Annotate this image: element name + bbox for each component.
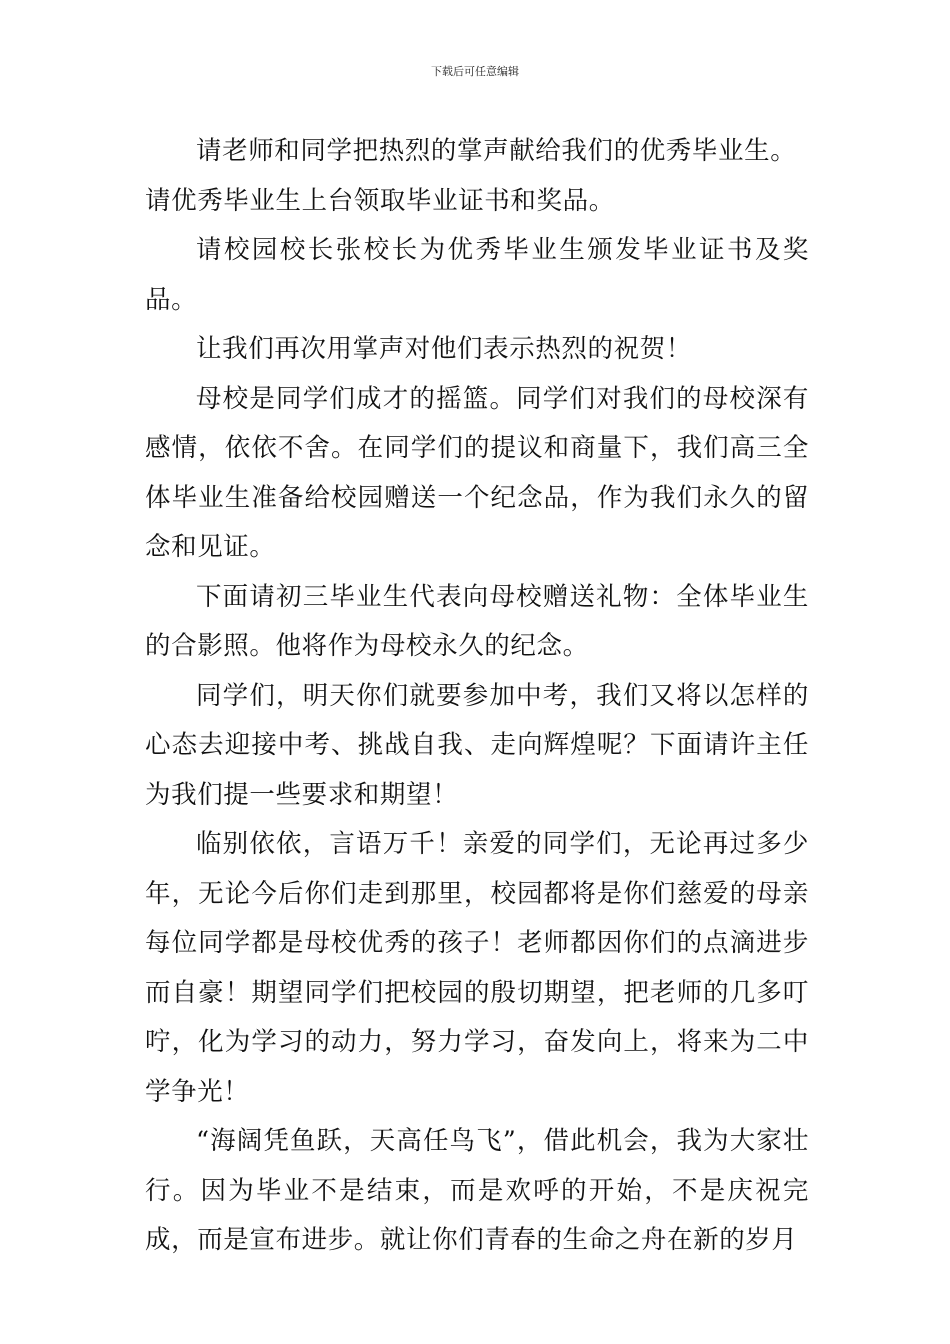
paragraph-8: 临别依依，言语万千！亲爱的同学们，无论再过多少年，无论今后你们走到那里，校园都将是你们慈爱的母亲每位同学都是母校优秀的孩子！老师都因你们的点滴进步而自豪！期望同学们把校园的殷切期望，把老师的几多叮咛，化为学习的动力，努力学习，奋发向上，将来为二中学争光！	[145, 829, 809, 1107]
paragraph-7: 同学们，明天你们就要参加中考，我们又将以怎样的心态去迎接中考、挑战自我、走向辉煌呢？下面请许主任为我们提一些要求和期望！	[145, 680, 809, 810]
document-body	[145, 127, 809, 1266]
paragraph-3: 请校园校长张校长为优秀毕业生颁发毕业证书及奖品。	[145, 235, 809, 315]
paragraph-4: 让我们再次用掌声对他们表示热烈的祝贺！	[196, 334, 692, 364]
paragraph-1: 请老师和同学把热烈的掌声献给我们的优秀毕业生。	[196, 136, 797, 166]
page-header: 下载后可任意编辑	[431, 65, 519, 78]
paragraph-5: 母校是同学们成才的摇篮。同学们对我们的母校深有感情，依依不舍。在同学们的提议和商量下，我们高三全体毕业生准备给校园赠送一个纪念品，作为我们永久的留念和见证。	[145, 383, 809, 562]
paragraph-2: 请优秀毕业生上台领取毕业证书和奖品。	[145, 185, 615, 216]
paragraph-6: 下面请初三毕业生代表向母校赠送礼物：全体毕业生的合影照。他将作为母校永久的纪念。	[145, 581, 809, 661]
paragraph-9: “海阔凭鱼跃，天高任鸟飞”，借此机会，我为大家壮行。因为毕业不是结束，而是欢呼的开始，不是庆祝完成，而是宣布进步。就让你们青春的生命之舟在新的岁月	[145, 1126, 809, 1255]
